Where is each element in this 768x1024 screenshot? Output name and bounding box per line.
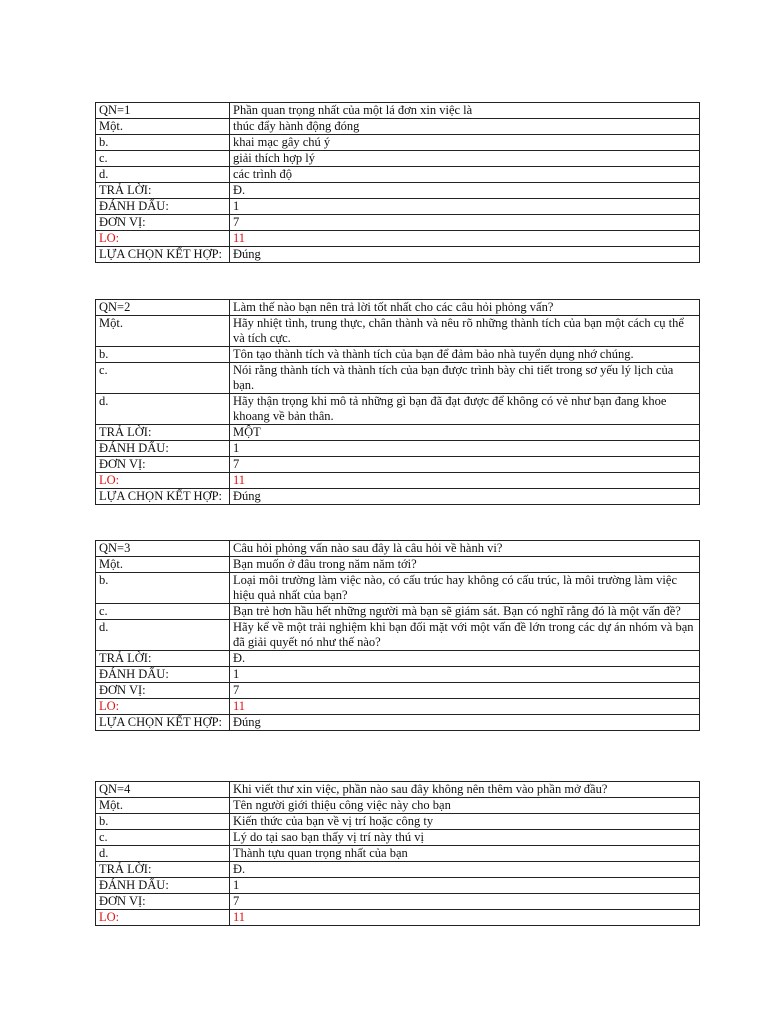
table-row — [96, 782, 700, 798]
table-row — [96, 199, 700, 215]
row-value: MỘT — [230, 425, 700, 441]
table-row — [96, 798, 700, 814]
table-row — [96, 119, 700, 135]
row-label: TRẢ LỜI: — [96, 183, 230, 199]
table-row — [96, 878, 700, 894]
table-row — [96, 814, 700, 830]
row-value: 7 — [230, 215, 700, 231]
row-label: b. — [96, 347, 230, 363]
table-row — [96, 347, 700, 363]
table-row — [96, 683, 700, 699]
row-value: Đ. — [230, 862, 700, 878]
row-label: TRẢ LỜI: — [96, 651, 230, 667]
row-value: Nói rằng thành tích và thành tích của bạn được trình bày chi tiết trong sơ yếu lý lịch của bạn. — [230, 363, 700, 394]
row-value: 11 — [230, 231, 700, 247]
row-value: Kiến thức của bạn về vị trí hoặc công ty — [230, 814, 700, 830]
row-label: ĐÁNH DẤU: — [96, 667, 230, 683]
row-label: LO: — [96, 699, 230, 715]
table-row — [96, 573, 700, 604]
row-label: LO: — [96, 231, 230, 247]
table-row — [96, 894, 700, 910]
table-row — [96, 425, 700, 441]
row-label: QN=2 — [96, 300, 230, 316]
row-label: LỰA CHỌN KẾT HỢP: — [96, 715, 230, 731]
row-label: d. — [96, 167, 230, 183]
row-value: 1 — [230, 878, 700, 894]
row-value: Bạn trẻ hơn hầu hết những người mà bạn sẽ giám sát. Bạn có nghĩ rằng đó là một vấn đề? — [230, 604, 700, 620]
row-value: 7 — [230, 894, 700, 910]
row-label: c. — [96, 151, 230, 167]
row-value: Lý do tại sao bạn thấy vị trí này thú vị — [230, 830, 700, 846]
row-label: TRẢ LỜI: — [96, 862, 230, 878]
table-row — [96, 363, 700, 394]
row-label: ĐÁNH DẤU: — [96, 441, 230, 457]
row-label: TRẢ LỜI: — [96, 425, 230, 441]
table-row — [96, 862, 700, 878]
row-value: khai mạc gây chú ý — [230, 135, 700, 151]
question-table-3 — [95, 540, 700, 731]
table-row — [96, 557, 700, 573]
row-label: ĐƠN VỊ: — [96, 894, 230, 910]
row-label: ĐÁNH DẤU: — [96, 199, 230, 215]
table-row — [96, 135, 700, 151]
row-label: LO: — [96, 910, 230, 926]
row-value: Câu hỏi phỏng vấn nào sau đây là câu hỏi về hành vi? — [230, 541, 700, 557]
row-value: Hãy kể về một trải nghiệm khi bạn đối mặt với một vấn đề lớn trong các dự án nhóm và bạn đã giải quyết nó như thế nào? — [230, 620, 700, 651]
row-value: 1 — [230, 667, 700, 683]
table-row — [96, 103, 700, 119]
row-label: LO: — [96, 473, 230, 489]
row-value: Tôn tạo thành tích và thành tích của bạn để đảm bảo nhà tuyển dụng nhớ chúng. — [230, 347, 700, 363]
table-row — [96, 151, 700, 167]
row-value: Hãy nhiệt tình, trung thực, chân thành và nêu rõ những thành tích của bạn một cách cụ thể và tích cực. — [230, 316, 700, 347]
row-value: Thành tựu quan trọng nhất của bạn — [230, 846, 700, 862]
row-label: LỰA CHỌN KẾT HỢP: — [96, 247, 230, 263]
table-row — [96, 231, 700, 247]
row-value: giải thích hợp lý — [230, 151, 700, 167]
row-value: thúc đẩy hành động đóng — [230, 119, 700, 135]
table-row — [96, 489, 700, 505]
table-row — [96, 604, 700, 620]
table-row — [96, 316, 700, 347]
table-row — [96, 715, 700, 731]
table-row — [96, 473, 700, 489]
row-value: 11 — [230, 473, 700, 489]
table-row — [96, 846, 700, 862]
table-row — [96, 183, 700, 199]
row-label: Một. — [96, 119, 230, 135]
row-label: ĐÁNH DẤU: — [96, 878, 230, 894]
row-label: c. — [96, 830, 230, 846]
table-row — [96, 215, 700, 231]
row-value: 7 — [230, 683, 700, 699]
table-row — [96, 910, 700, 926]
row-value: Khi viết thư xin việc, phần nào sau đây không nên thêm vào phần mở đầu? — [230, 782, 700, 798]
row-value: 1 — [230, 199, 700, 215]
table-row — [96, 247, 700, 263]
table-row — [96, 651, 700, 667]
row-label: b. — [96, 814, 230, 830]
table-row — [96, 667, 700, 683]
question-table-2 — [95, 299, 700, 505]
row-value: Đ. — [230, 651, 700, 667]
row-label: QN=3 — [96, 541, 230, 557]
row-value: 11 — [230, 699, 700, 715]
row-label: LỰA CHỌN KẾT HỢP: — [96, 489, 230, 505]
row-label: ĐƠN VỊ: — [96, 215, 230, 231]
row-value: 1 — [230, 441, 700, 457]
row-label: Một. — [96, 316, 230, 347]
row-value: Phần quan trọng nhất của một lá đơn xin việc là — [230, 103, 700, 119]
row-value: Bạn muốn ở đâu trong năm năm tới? — [230, 557, 700, 573]
row-value: Tên người giới thiệu công việc này cho bạn — [230, 798, 700, 814]
row-label: d. — [96, 846, 230, 862]
row-label: d. — [96, 620, 230, 651]
row-value: Loại môi trường làm việc nào, có cấu trúc hay không có cấu trúc, là môi trường làm việc hiệu quả nhất của bạn? — [230, 573, 700, 604]
row-label: Một. — [96, 798, 230, 814]
row-value: Đúng — [230, 715, 700, 731]
table-row — [96, 394, 700, 425]
row-label: b. — [96, 573, 230, 604]
row-label: QN=1 — [96, 103, 230, 119]
question-table-1 — [95, 102, 700, 263]
row-value: 7 — [230, 457, 700, 473]
question-table-4 — [95, 781, 700, 926]
table-row — [96, 441, 700, 457]
row-label: b. — [96, 135, 230, 151]
row-label: c. — [96, 363, 230, 394]
row-value: 11 — [230, 910, 700, 926]
row-value: các trình độ — [230, 167, 700, 183]
table-row — [96, 457, 700, 473]
row-value: Đúng — [230, 489, 700, 505]
table-row — [96, 167, 700, 183]
row-label: d. — [96, 394, 230, 425]
row-label: QN=4 — [96, 782, 230, 798]
row-label: ĐƠN VỊ: — [96, 457, 230, 473]
table-row — [96, 620, 700, 651]
row-label: Một. — [96, 557, 230, 573]
table-row — [96, 300, 700, 316]
table-row — [96, 699, 700, 715]
row-value: Đúng — [230, 247, 700, 263]
row-label: ĐƠN VỊ: — [96, 683, 230, 699]
row-value: Hãy thận trọng khi mô tả những gì bạn đã đạt được để không có vẻ như bạn đang khoe khoang về bản thân. — [230, 394, 700, 425]
row-value: Làm thế nào bạn nên trả lời tốt nhất cho các câu hỏi phỏng vấn? — [230, 300, 700, 316]
row-label: c. — [96, 604, 230, 620]
table-row — [96, 541, 700, 557]
table-row — [96, 830, 700, 846]
row-value: Đ. — [230, 183, 700, 199]
